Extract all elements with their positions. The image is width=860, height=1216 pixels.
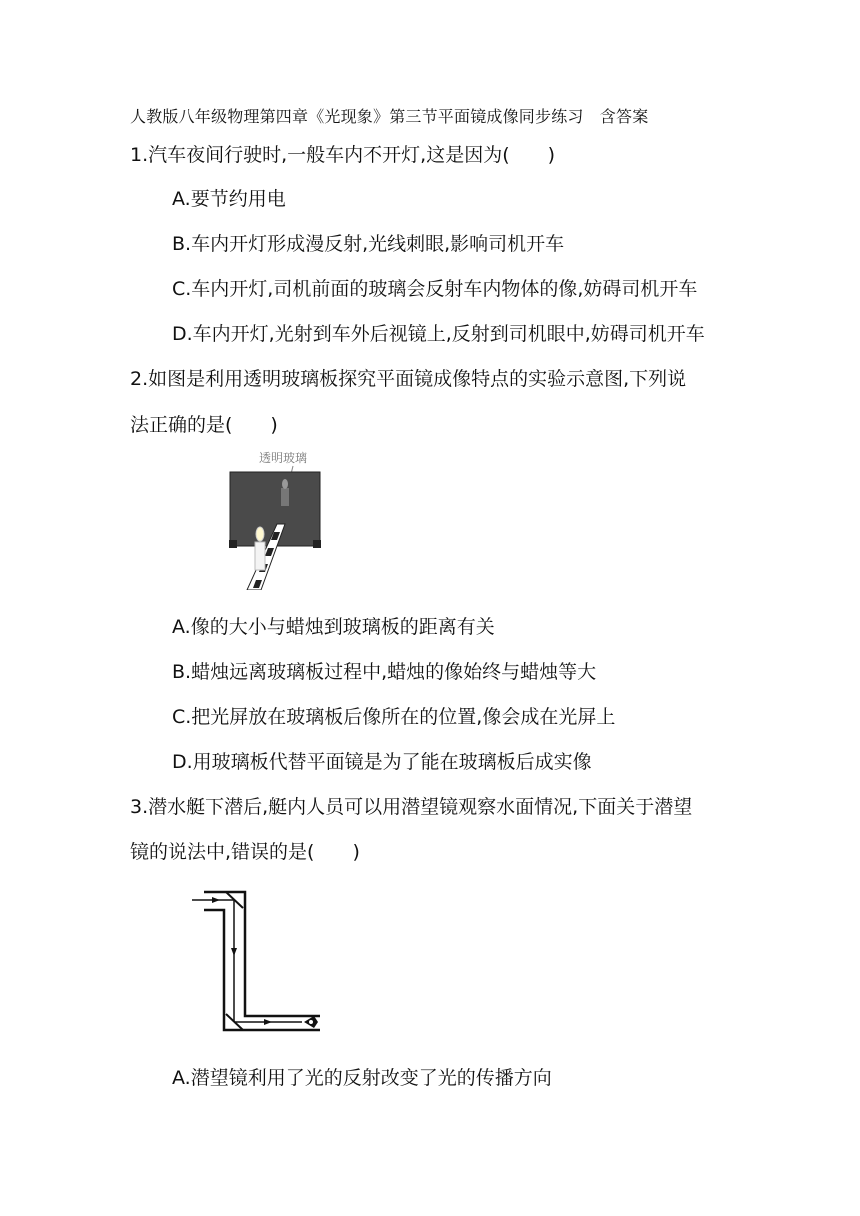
question-1-option-b: B.车内开灯形成漫反射,光线刺眼,影响司机开车 — [172, 233, 565, 255]
mirror-experiment-figure — [229, 446, 325, 590]
mirror-experiment-diagram — [229, 446, 325, 590]
question-1-option-a: A.要节约用电 — [172, 188, 286, 210]
periscope-figure — [192, 888, 322, 1034]
question-3-option-a: A.潜望镜利用了光的反射改变了光的传播方向 — [172, 1067, 552, 1089]
question-1-stem: 1.汽车夜间行驶时,一般车内不开灯,这是因为( ) — [130, 144, 556, 166]
question-2-option-c: C.把光屏放在玻璃板后像所在的位置,像会成在光屏上 — [172, 706, 616, 728]
question-2-stem-line-2: 法正确的是( ) — [130, 414, 278, 436]
question-3-stem-line-2: 镜的说法中,错误的是( ) — [130, 841, 360, 863]
eye-icon — [304, 1016, 318, 1028]
question-2-option-b: B.蜡烛远离玻璃板过程中,蜡烛的像始终与蜡烛等大 — [172, 661, 597, 683]
periscope-diagram — [192, 888, 322, 1034]
question-2-option-d: D.用玻璃板代替平面镜是为了能在玻璃板后成实像 — [172, 751, 592, 773]
glass-plate-label: 透明玻璃 — [259, 451, 308, 465]
document-title: 人教版八年级物理第四章《光现象》第三节平面镜成像同步练习 含答案 — [130, 107, 649, 126]
question-1-option-c: C.车内开灯,司机前面的玻璃会反射车内物体的像,妨碍司机开车 — [172, 278, 698, 300]
question-3-stem-line-1: 3.潜水艇下潜后,艇内人员可以用潜望镜观察水面情况,下面关于潜望 — [130, 796, 693, 818]
question-2-option-a: A.像的大小与蜡烛到玻璃板的距离有关 — [172, 616, 495, 638]
question-1-option-d: D.车内开灯,光射到车外后视镜上,反射到司机眼中,妨碍司机开车 — [172, 323, 705, 345]
question-2-stem-line-1: 2.如图是利用透明玻璃板探究平面镜成像特点的实验示意图,下列说 — [130, 368, 687, 390]
